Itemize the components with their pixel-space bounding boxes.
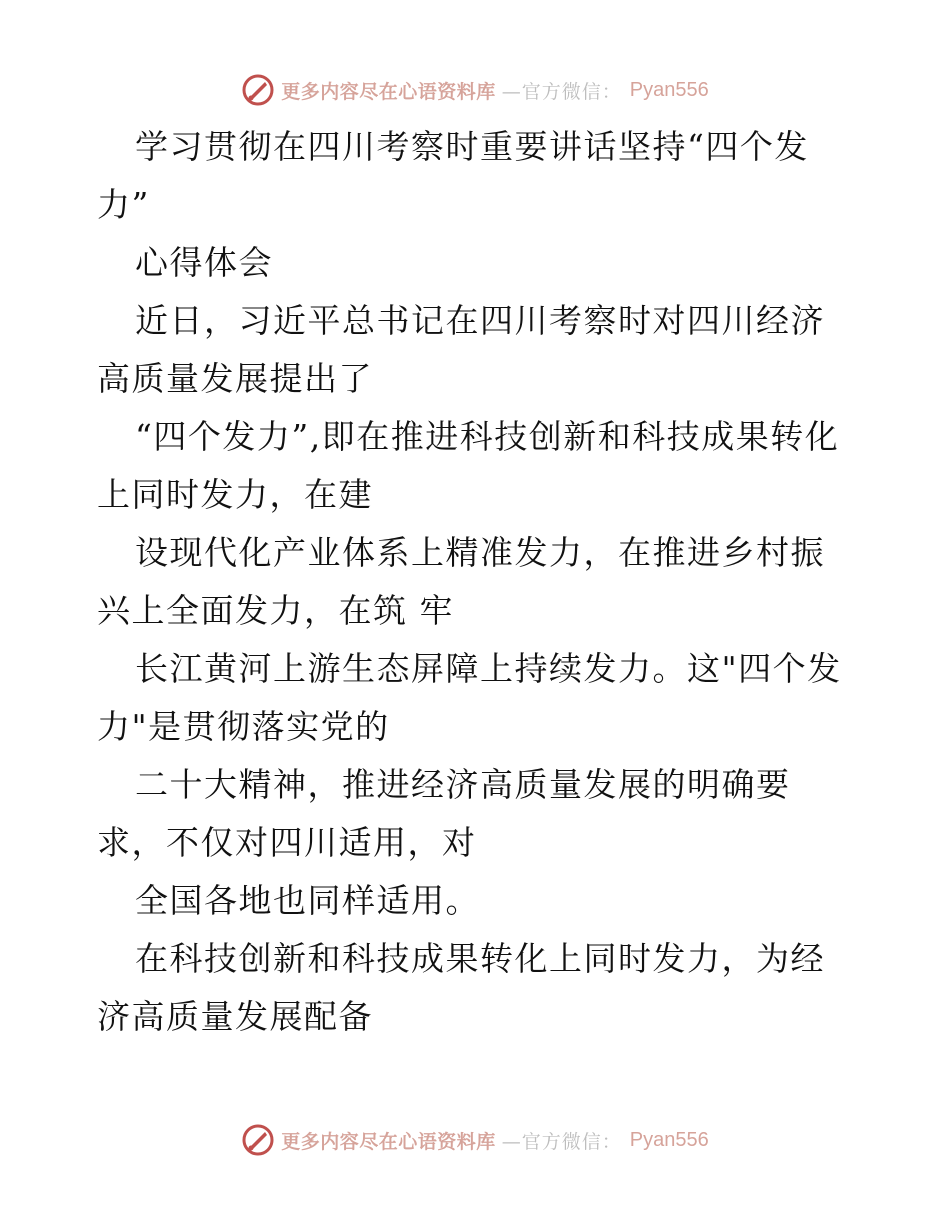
body-paragraph: 在科技创新和科技成果转化上同时发力，为经济高质量发展配备 <box>97 939 825 1036</box>
body-paragraph: 近日，习近平总书记在四川考察时对四川经济高质量发展提出了 <box>97 301 825 398</box>
watermark-wechat-id: Pyan556 <box>629 78 709 101</box>
body-paragraph: 长江黄河上游生态屏障上持续发力。这"四个发力"是贯彻落实党的 <box>97 649 842 746</box>
document-subtitle: 心得体会 <box>135 243 273 282</box>
header-watermark <box>0 72 950 108</box>
body-paragraph: 设现代化产业体系上精准发力，在推进乡村振兴上全面发力，在筑 牢 <box>97 533 825 630</box>
body-paragraph: 全国各地也同样适用。 <box>135 881 480 920</box>
quill-logo-icon <box>241 1123 275 1157</box>
watermark-lead-text: 更多内容尽在心语资料库 <box>281 1130 496 1153</box>
quill-logo-icon <box>241 73 275 107</box>
watermark-middle-text: —官方微信： <box>501 80 622 103</box>
document-title: 学习贯彻在四川考察时重要讲话坚持“四个发力” <box>97 127 809 224</box>
watermark-lead-text: 更多内容尽在心语资料库 <box>281 80 496 103</box>
body-paragraph: 二十大精神，推进经济高质量发展的明确要求，不仅对四川适用，对 <box>97 765 791 862</box>
body-paragraph: “四个发力”,即在推进科技创新和科技成果转化上同时发力，在建 <box>97 417 840 514</box>
watermark-middle-text: —官方微信： <box>501 1130 622 1153</box>
footer-watermark <box>0 1122 950 1158</box>
watermark-wechat-id: Pyan556 <box>629 1128 709 1151</box>
document-body <box>97 118 857 1046</box>
